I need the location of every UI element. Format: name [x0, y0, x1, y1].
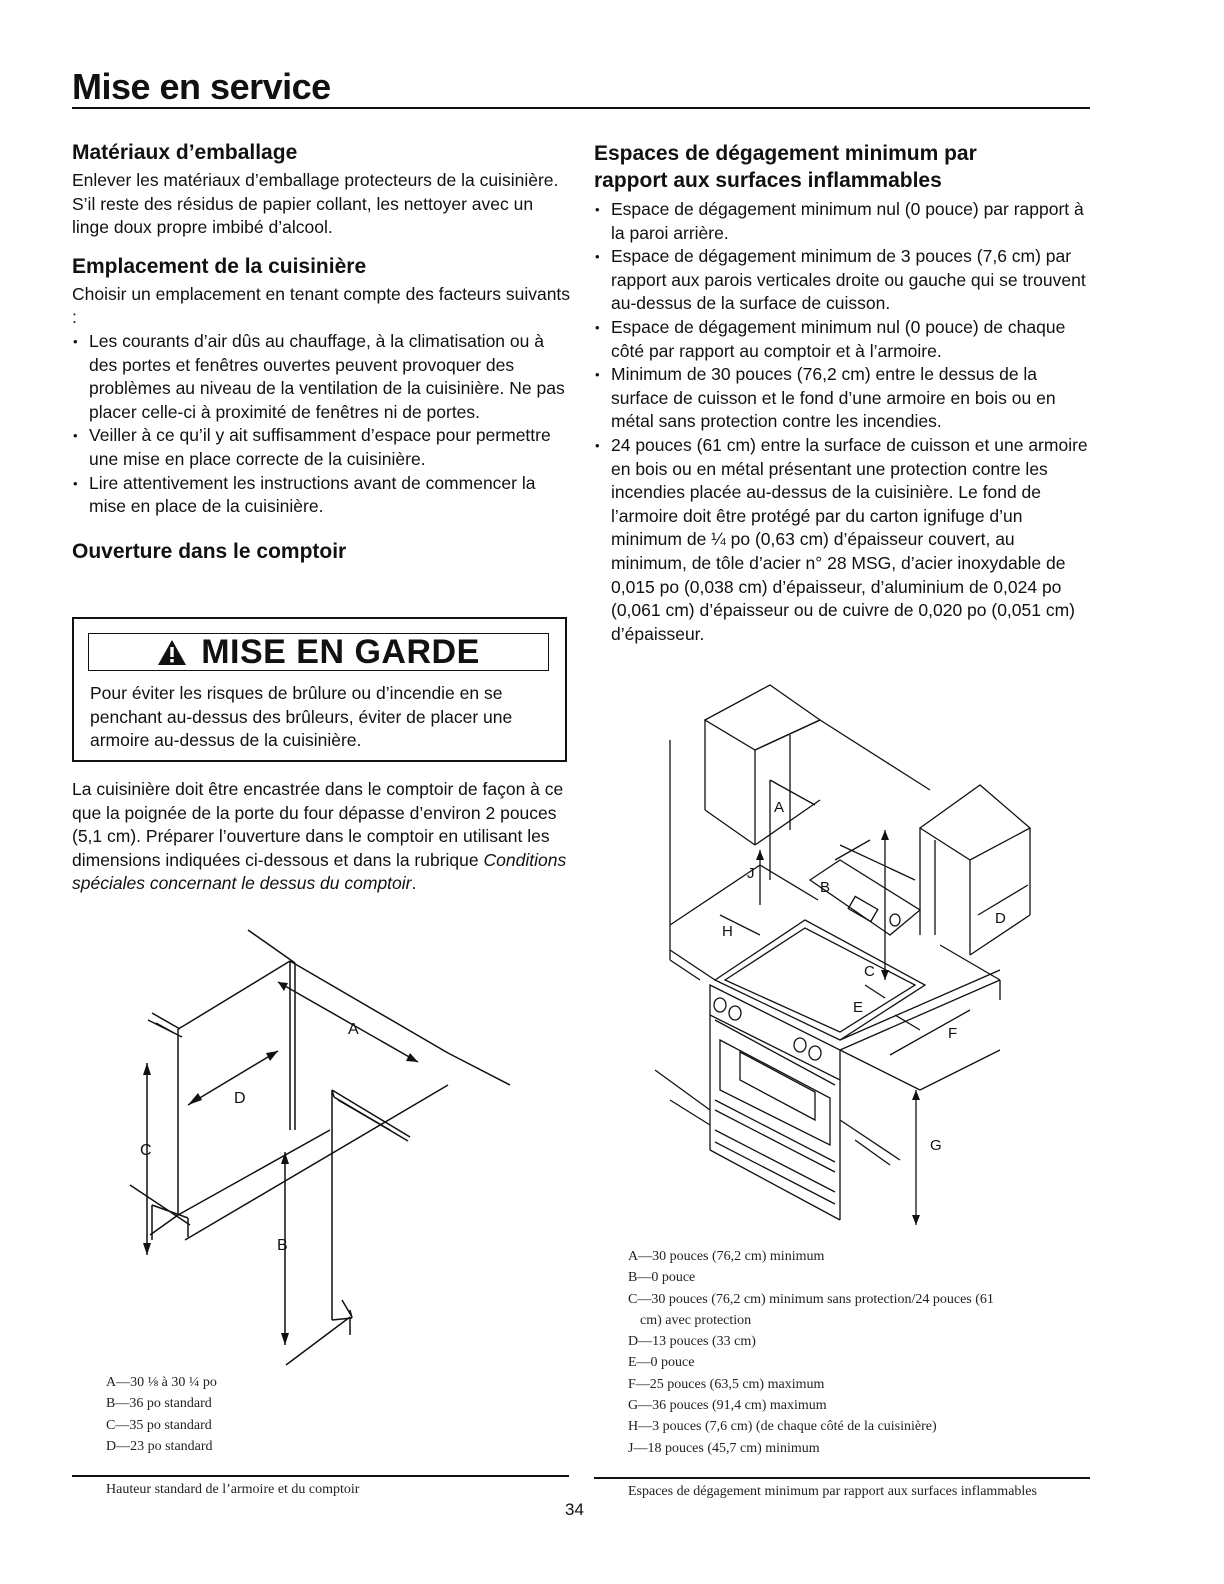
legend-item: B—36 po standard	[106, 1396, 212, 1412]
warning-box	[72, 617, 567, 762]
section-encastree	[72, 778, 572, 896]
list-item: • Lire attentivement les instructions avant de commencer la mise en place de la cuisinière.	[72, 472, 572, 519]
legend-item: H—3 pouces (7,6 cm) (de chaque côté de la cuisinière)	[628, 1419, 937, 1435]
heading-emplacement: Emplacement de la cuisinière	[72, 254, 367, 278]
text-emplacement-intro: Choisir un emplacement en tenant compte des facteurs suivants :	[72, 283, 571, 328]
cabinet-diagram	[110, 925, 530, 1370]
legend-item: E—0 pouce	[628, 1355, 695, 1371]
heading-materiaux: Matériaux d’emballage	[72, 141, 298, 164]
label-c: C	[140, 1142, 152, 1159]
heading-ouverture: Ouverture dans le comptoir	[72, 539, 347, 563]
list-item: • Minimum de 30 pouces (76,2 cm) entre le dessus de la surface de cuisson et le fond d’une armoire en bois ou en métal sans protection contre les incendies.	[594, 363, 1094, 434]
warning-text: Pour éviter les risques de brûlure ou d’incendie en se penchant au-dessus des brûleurs, éviter de placer une armoire au-dessus de la cuisinière.	[90, 683, 513, 751]
legend-item: B—0 pouce	[628, 1270, 696, 1286]
page-number: 34	[565, 1500, 584, 1519]
right-caption: Espaces de dégagement minimum par rapport aux surfaces inflammables	[628, 1484, 1037, 1499]
label-f: F	[948, 1025, 958, 1042]
text-encastree-italic: Conditions spéciales concernant le dessus du comptoir	[72, 849, 567, 894]
legend-item: C—35 po standard	[106, 1417, 212, 1433]
label-b: B	[820, 879, 831, 896]
legend-item: A—30 pouces (76,2 cm) minimum	[628, 1249, 825, 1264]
list-item: • Espace de dégagement minimum nul (0 pouce) de chaque côté par rapport au comptoir et à l’armoire.	[594, 316, 1094, 363]
label-a: A	[774, 799, 785, 816]
right-caption-rule	[594, 1477, 1090, 1479]
warning-title: MISE EN GARDE	[201, 633, 480, 671]
text-encastree	[72, 778, 572, 896]
text-materiaux: Enlever les matériaux d’emballage protecteurs de la cuisinière. S’il reste des résidus de papier collant, les nettoyer avec un linge doux propre imbibé d’alcool.	[72, 170, 559, 238]
list-item: • Veiller à ce qu’il y ait suffisamment d’espace pour permettre une mise en place correcte de la cuisinière.	[72, 424, 572, 471]
list-item: • Espace de dégagement minimum nul (0 pouce) par rapport à la paroi arrière.	[594, 198, 1094, 245]
text-encastree-end: .	[411, 873, 417, 894]
left-caption-rule	[72, 1475, 569, 1477]
range-clearance-diagram	[640, 680, 1040, 1240]
text-encastree-main: La cuisinière doit être encastrée dans le comptoir de façon à ce que la poignée de la porte du four dépasse d’environ 2 pouces (5,1 cm). Préparer l’ouverture dans le comptoir en utilisant les dimensions indiquées ci-dessous et dans la rubrique	[72, 779, 564, 870]
list-emplacement	[72, 330, 572, 519]
title-rule	[72, 107, 1090, 109]
label-d: D	[995, 910, 1006, 927]
label-a: A	[348, 1021, 359, 1038]
left-column	[72, 140, 572, 578]
list-espaces	[594, 198, 1094, 646]
heading-espaces: Espaces de dégagement minimum par rapport aux surfaces inflammables	[594, 142, 977, 192]
warning-triangle-icon	[157, 639, 187, 666]
warning-header	[88, 633, 549, 671]
label-h: H	[722, 923, 733, 940]
right-column	[594, 140, 1094, 646]
right-figure-legend	[628, 1246, 1098, 1459]
list-item: • Les courants d’air dûs au chauffage, à la climatisation ou à des portes et fenêtres ouvertes peuvent provoquer des problèmes au niveau de la ventilation de la cuisinière. Ne pas placer celle-ci à proximité de fenêtres ni de portes.	[72, 330, 572, 424]
label-e: E	[853, 999, 864, 1016]
list-item: • 24 pouces (61 cm) entre la surface de cuisson et une armoire en bois ou en métal présentant une protection contre les incendies placée au-dessus de la cuisinière. Le fond de l’armoire doit être protégé par du carton ignifuge d’un minimum de ¼ po (0,63 cm) d’épaisseur couvert, au minimum, de tôle d’acier n° 28 MSG, d’acier inoxydable de 0,015 po (0,038 cm) d’épaisseur, d’aluminium de 0,024 po (0,061 cm) d’épaisseur ou de cuivre de 0,020 po (0,051 cm) d’épaisseur.	[594, 434, 1094, 646]
legend-item: cm) avec protection	[640, 1312, 752, 1328]
label-j: J	[747, 865, 755, 882]
legend-item: D—13 pouces (33 cm)	[628, 1334, 756, 1350]
label-d: D	[234, 1090, 246, 1107]
page-title: Mise en service	[72, 66, 331, 107]
label-b: B	[277, 1237, 288, 1254]
label-c: C	[864, 963, 875, 980]
legend-item: A—30 ⅛ à 30 ¼ po	[106, 1375, 217, 1390]
section-ouverture	[72, 539, 572, 564]
legend-item: G—36 pouces (91,4 cm) maximum	[628, 1398, 827, 1414]
section-materiaux	[72, 140, 572, 240]
label-g: G	[930, 1137, 942, 1154]
legend-item: F—25 pouces (63,5 cm) maximum	[628, 1376, 825, 1392]
legend-item: D—23 po standard	[106, 1438, 213, 1454]
section-emplacement	[72, 254, 572, 519]
legend-item: J—18 pouces (45,7 cm) minimum	[628, 1440, 820, 1456]
list-item: • Espace de dégagement minimum de 3 pouces (7,6 cm) par rapport aux parois verticales droite ou gauche qui se trouvent au-dessus de la surface de cuisson.	[594, 245, 1094, 316]
left-figure-legend	[106, 1372, 217, 1457]
legend-item: C—30 pouces (76,2 cm) minimum sans protection/24 pouces (61	[628, 1291, 994, 1307]
left-caption: Hauteur standard de l’armoire et du comptoir	[106, 1482, 360, 1497]
